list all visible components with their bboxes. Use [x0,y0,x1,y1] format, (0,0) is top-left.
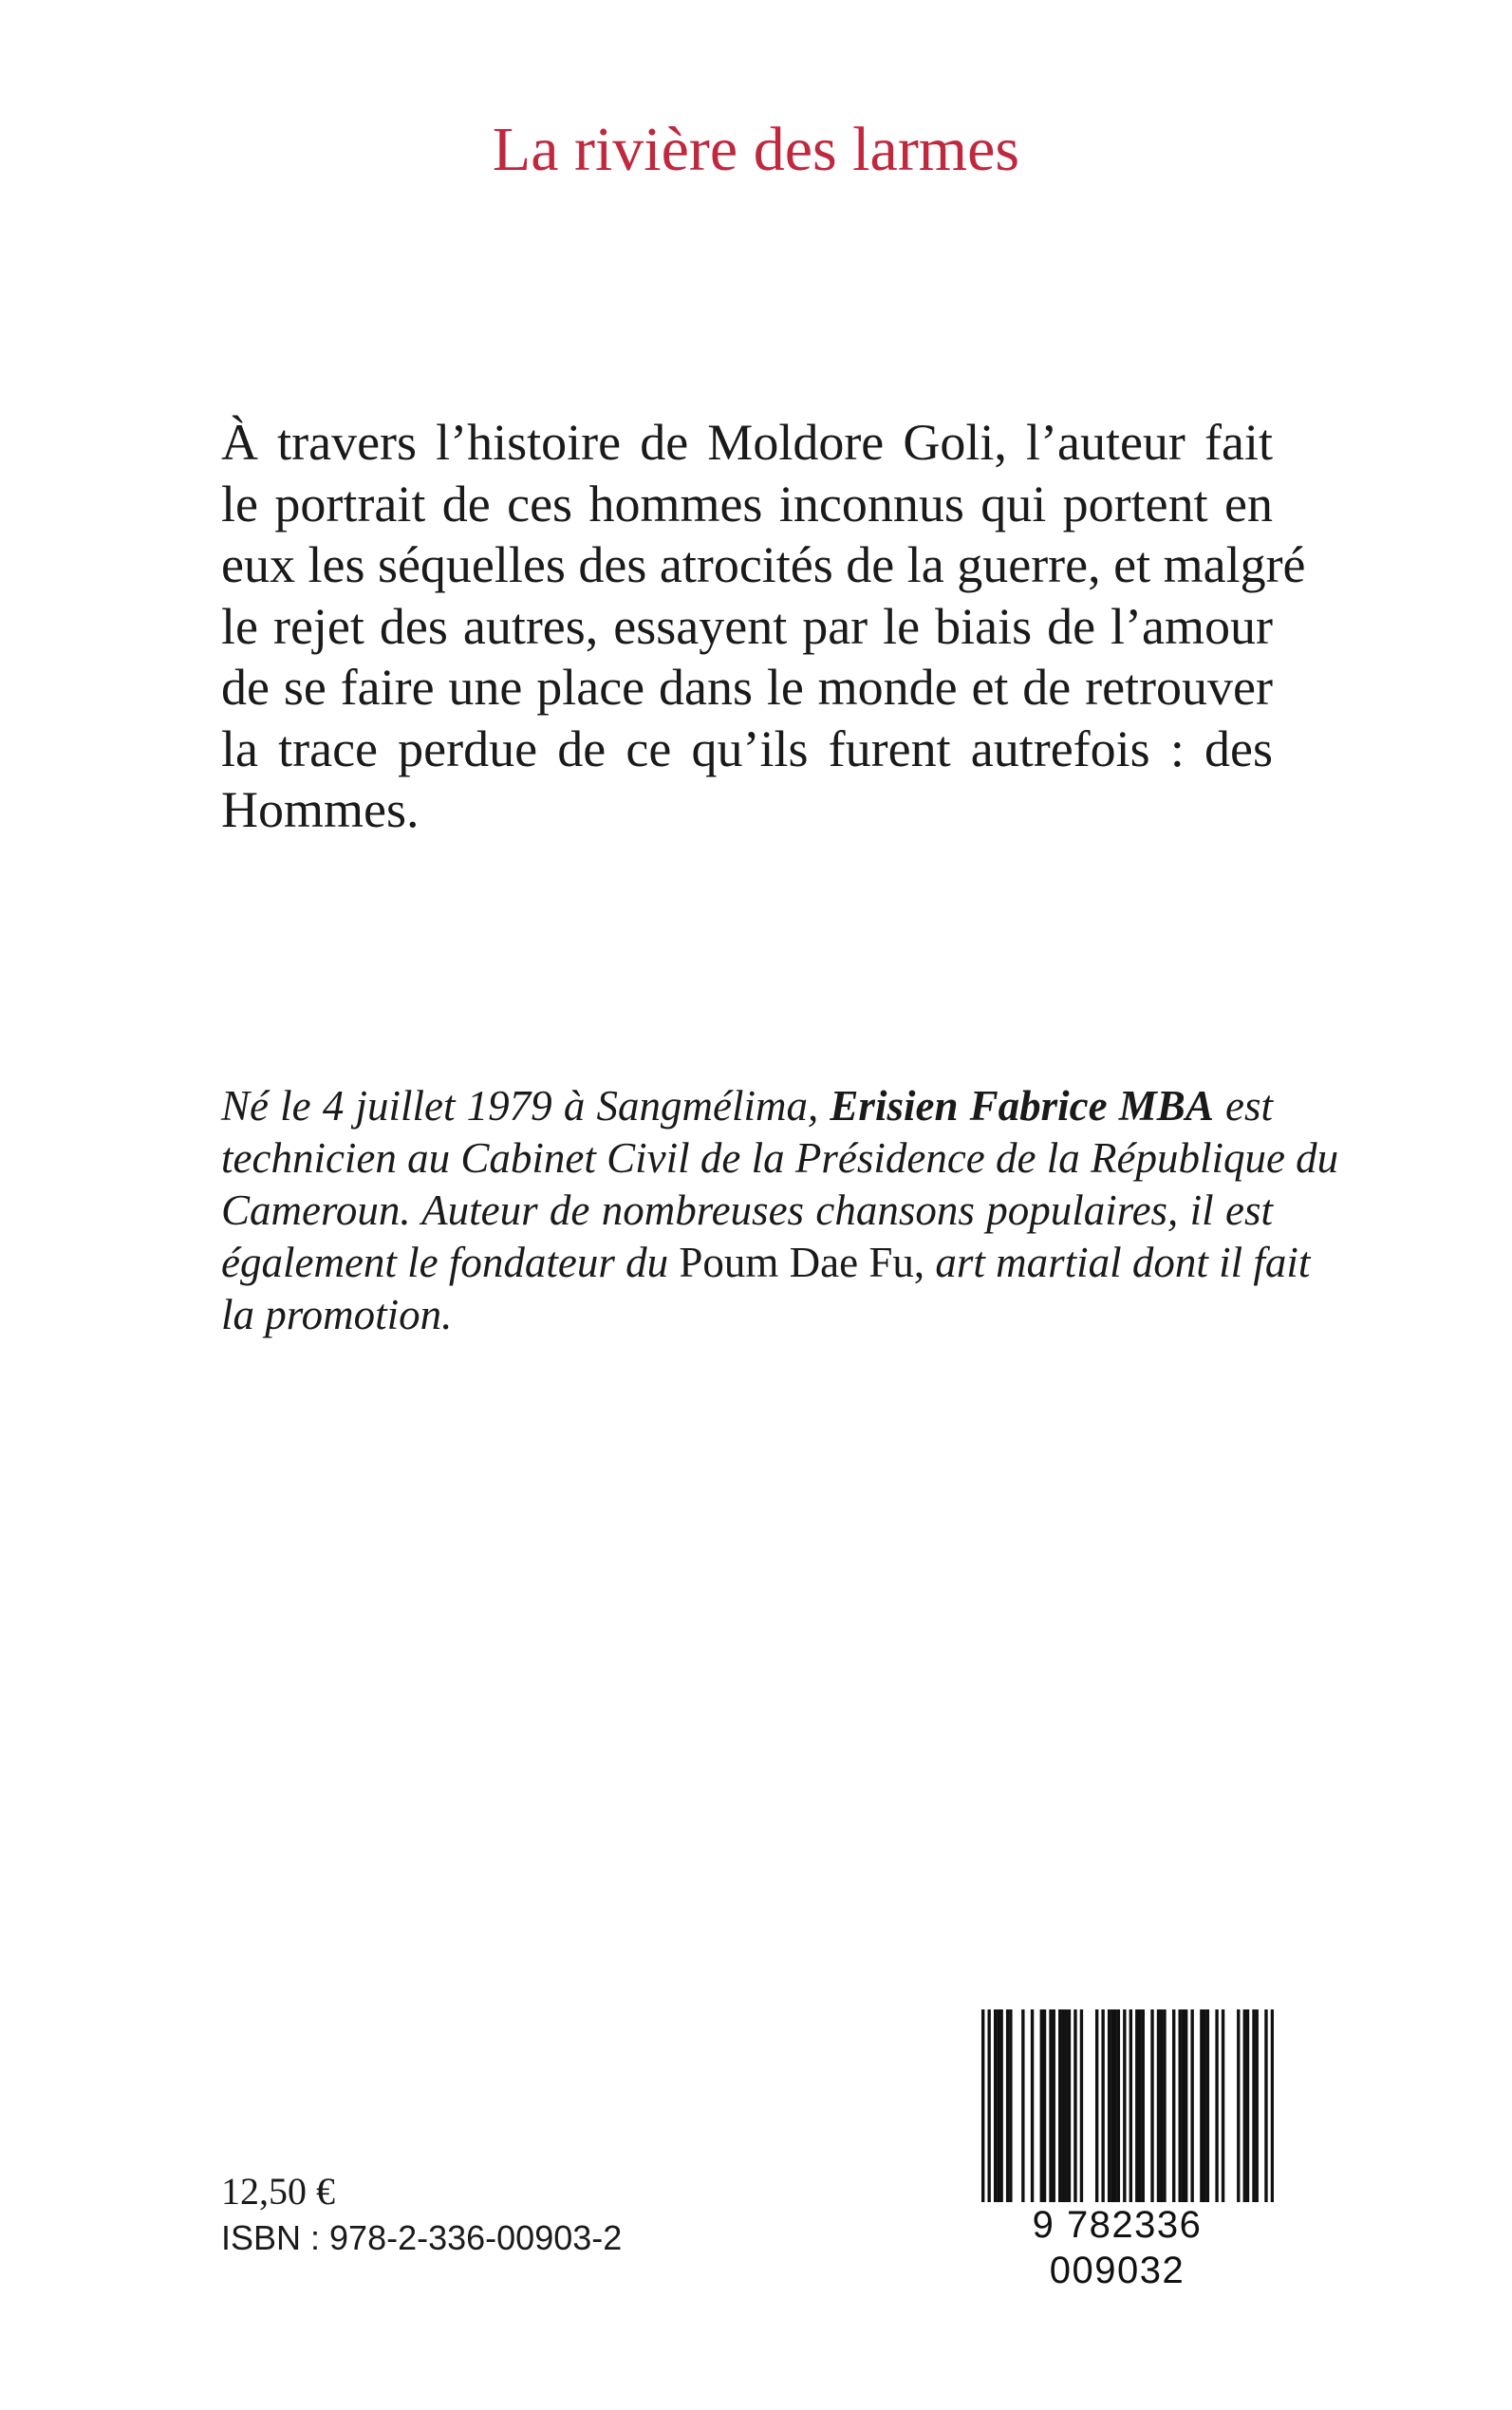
barcode-bar [1117,2009,1120,2204]
barcode-bar [1172,2009,1175,2204]
barcode-bar [997,2009,999,2204]
blurb-line: la trace perdue de ce qu’ils furent autrefois : des [221,719,1273,777]
barcode-bar [1006,2009,1009,2204]
bio-line [221,1080,1273,1132]
bio-text: Né le 4 juillet 1979 à Sangmélima, [221,1082,819,1130]
author-biography [221,1080,1339,1341]
barcode-bar [1142,2009,1145,2204]
barcode-bar [1185,2009,1187,2204]
barcode-bar [1182,2009,1185,2204]
barcode-bar [999,2009,1002,2204]
blurb-line: le portrait de ces hommes inconnus qui portent en [221,475,1273,532]
barcode-bar [1157,2009,1160,2204]
blurb-line: de se faire une place dans le monde et de retrouver [221,659,1273,716]
price: 12,50 € [221,2170,335,2213]
barcode-bar [987,2009,990,2204]
barcode-bar [1163,2009,1166,2204]
barcode-bar [1252,2009,1255,2204]
author-name: Erisien Fabrice MBA [830,1082,1214,1130]
barcode-bar [1080,2009,1083,2204]
barcode-bar [981,2009,984,2204]
barcode-bar [1206,2009,1209,2204]
barcode-bar [1031,2009,1034,2204]
barcode-bar [1111,2009,1113,2204]
barcode-bar [1256,2009,1259,2204]
barcode-bar [1222,2009,1224,2204]
bio-text: également le fondateur du [221,1239,669,1286]
barcode-bar [1138,2009,1141,2204]
barcode-bar [1264,2009,1267,2204]
barcode-bar [1203,2009,1205,2204]
bio-line: Cameroun. Auteur de nombreuses chansons populaires, il est [221,1186,1273,1234]
barcode-bar [1246,2009,1249,2204]
blurb-line: eux les séquelles des atrocités de la guerre, et malgré [221,536,1306,593]
barcode-bar [1021,2009,1024,2204]
barcode-bar [1178,2009,1181,2204]
bio-line: la promotion. [221,1291,453,1338]
barcode-bar [1190,2009,1193,2204]
barcode-bar [1053,2009,1055,2204]
barcode-bar [1150,2009,1153,2204]
barcode-bar [1065,2009,1068,2204]
barcode-bar [1215,2009,1218,2204]
martial-art-name: Poum Dae Fu, [679,1239,925,1286]
barcode-bar [1200,2009,1203,2204]
barcode-bar [1058,2009,1061,2204]
blurb-line: Hommes. [221,781,420,838]
barcode-bar [1108,2009,1111,2204]
barcode-bar [1095,2009,1098,2204]
barcode-bar [1243,2009,1246,2204]
barcode-bar [1129,2009,1132,2204]
barcode-bar [1113,2009,1116,2204]
book-title: La rivière des larmes [492,115,1020,184]
bio-line: technicien au Cabinet Civil de la Présidence de la République du [221,1134,1339,1182]
barcode-bar [1043,2009,1046,2204]
barcode-bar [1040,2009,1043,2204]
barcode-bars [961,2009,1274,2204]
barcode-bar [1068,2009,1071,2204]
barcode-digits: 9 782336 009032 [961,2202,1274,2293]
blurb-line: le rejet des autres, essayent par le biais de l’amour [221,597,1273,655]
barcode-bar [1160,2009,1163,2204]
barcode-bar [1061,2009,1064,2204]
book-blurb [221,412,1306,841]
barcode-bar [1237,2009,1240,2204]
barcode-bar [994,2009,997,2204]
barcode-bar [1049,2009,1052,2204]
bio-line [221,1237,1311,1289]
bio-text: art martial dont il fait [935,1239,1311,1286]
barcode-bar [1271,2009,1274,2204]
barcode-bar [1101,2009,1104,2204]
isbn: ISBN : 978-2-336-00903-2 [221,2218,623,2257]
barcode-bar [1123,2009,1126,2204]
barcode-bar [1135,2009,1138,2204]
blurb-line: À travers l’histoire de Moldore Goli, l’auteur fait [221,414,1273,471]
bio-text: est [1225,1082,1274,1130]
barcode-bar [1073,2009,1076,2204]
barcode-bar [1009,2009,1012,2204]
